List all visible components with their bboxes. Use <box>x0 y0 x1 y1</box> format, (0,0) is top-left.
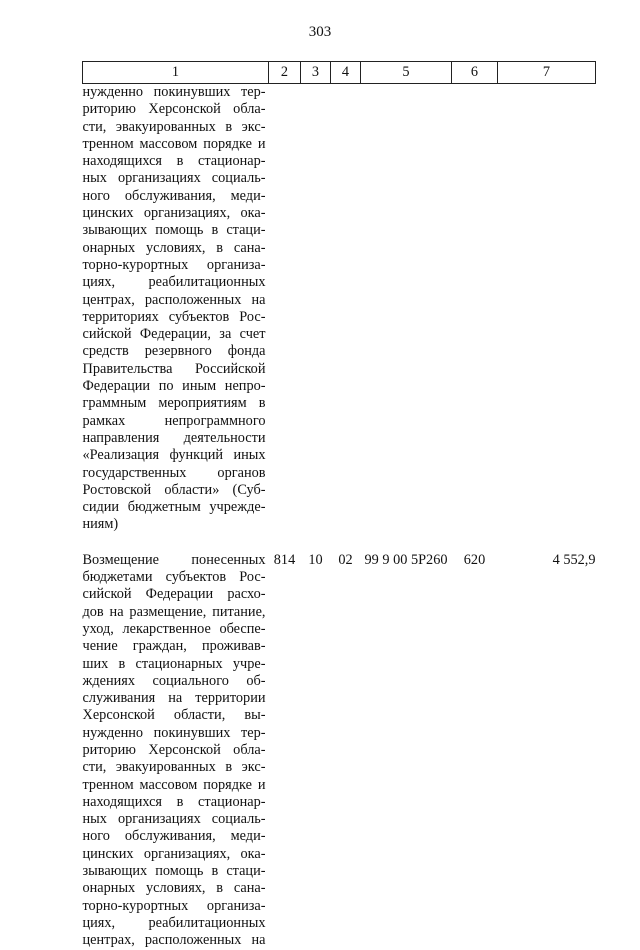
description-line: нужденно покинувших тер- <box>82 84 266 100</box>
description-line: находящихся в стационар- <box>82 153 266 170</box>
table-row <box>83 552 596 950</box>
column-header-6: 6 <box>452 62 498 84</box>
description-line: тренном массовом порядке и <box>82 776 266 793</box>
description-line: ного обслуживания, меди- <box>82 828 266 845</box>
description-line: Ростовской области» (Суб- <box>82 481 266 498</box>
description-line: зывающих помощь в стаци- <box>82 222 266 239</box>
column-header-2: 2 <box>269 62 301 84</box>
description-line: бюджетами субъектов Рос- <box>82 569 266 586</box>
cell-subsection-code <box>331 84 361 534</box>
description-line: направления деятельности <box>82 429 266 446</box>
description-line: уход, лекарственное обеспе- <box>82 620 266 637</box>
description-line: нужденно покинувших тер- <box>82 724 266 741</box>
description-line: территориях субъектов Рос- <box>82 308 266 325</box>
description-line: государственных органов <box>82 464 266 481</box>
description-line: находящихся в стационар- <box>82 793 266 810</box>
description-line: онарных условиях, в сана- <box>82 880 266 897</box>
description-line: циях, реабилитационных <box>82 274 266 291</box>
description-line: Федерации по иным непро- <box>82 378 266 395</box>
row-description <box>83 552 269 950</box>
description-line: цинских организациях, ока- <box>82 205 266 222</box>
cell-section-code <box>301 84 331 534</box>
column-header-4: 4 <box>331 62 361 84</box>
description-line: «Реализация функций иных <box>82 447 266 464</box>
column-header-3: 3 <box>301 62 331 84</box>
description-line: сийской Федерации расхо- <box>82 586 266 603</box>
description-line: цинских организациях, ока- <box>82 845 266 862</box>
description-line: сти, эвакуированных в экс- <box>82 759 266 776</box>
description-line: Возмещение понесенных <box>82 551 266 568</box>
cell-subsection-code: 02 <box>338 551 353 568</box>
description-line: сийской Федерации, за счет <box>82 326 266 343</box>
cell-ministry-code: 814 <box>273 551 296 568</box>
cell-section-code: 10 <box>308 551 323 568</box>
description-line: торно-курортных организа- <box>82 897 266 914</box>
description-line: ших в стационарных учре- <box>82 655 266 672</box>
description-line: служивания на территории <box>82 690 266 707</box>
description-line: центрах, расположенных на <box>82 932 266 949</box>
cell-amount: 4 552,9 <box>552 551 596 568</box>
description-line: онарных условиях, в сана- <box>82 239 266 256</box>
description-line: ниям) <box>82 516 119 533</box>
cell-target-article <box>361 84 452 534</box>
description-line: тренном массовом порядке и <box>82 135 266 152</box>
description-line: сидии бюджетным учрежде- <box>82 499 266 516</box>
row-spacer <box>83 534 596 552</box>
description-line: Правительства Российской <box>82 360 266 377</box>
page-number: 303 <box>308 24 332 40</box>
description-line: Херсонской области, вы- <box>82 707 266 724</box>
description-line: чение граждан, проживав- <box>82 638 266 655</box>
description-line: ных организациях социаль- <box>82 811 266 828</box>
description-line: рамках непрограммного <box>82 412 266 429</box>
description-line: зывающих помощь в стаци- <box>82 863 266 880</box>
description-line: средств резервного фонда <box>82 343 266 360</box>
description-line: сти, эвакуированных в экс- <box>82 118 266 135</box>
row-description <box>83 84 269 534</box>
description-line: риторию Херсонской обла- <box>82 101 266 118</box>
column-header-1: 1 <box>83 62 269 84</box>
cell-expense-type: 620 <box>463 551 486 568</box>
column-header-5: 5 <box>361 62 452 84</box>
budget-table <box>82 61 596 950</box>
description-line: торно-курортных организа- <box>82 256 266 273</box>
description-line: дов на размещение, питание, <box>82 603 266 620</box>
description-line: риторию Херсонской обла- <box>82 741 266 758</box>
cell-ministry-code <box>269 84 301 534</box>
table-header-row <box>83 62 596 84</box>
description-line: ных организациях социаль- <box>82 170 266 187</box>
description-line: циях, реабилитационных <box>82 914 266 931</box>
table-row <box>83 84 596 534</box>
column-header-7: 7 <box>498 62 596 84</box>
description-line: ного обслуживания, меди- <box>82 187 266 204</box>
description-line: граммным мероприятиям в <box>82 395 266 412</box>
cell-target-article: 99 9 00 5Р260 <box>364 551 448 568</box>
cell-expense-type <box>452 84 498 534</box>
cell-amount <box>498 84 596 534</box>
description-line: ждениях социального об- <box>82 672 266 689</box>
description-line: центрах, расположенных на <box>82 291 266 308</box>
